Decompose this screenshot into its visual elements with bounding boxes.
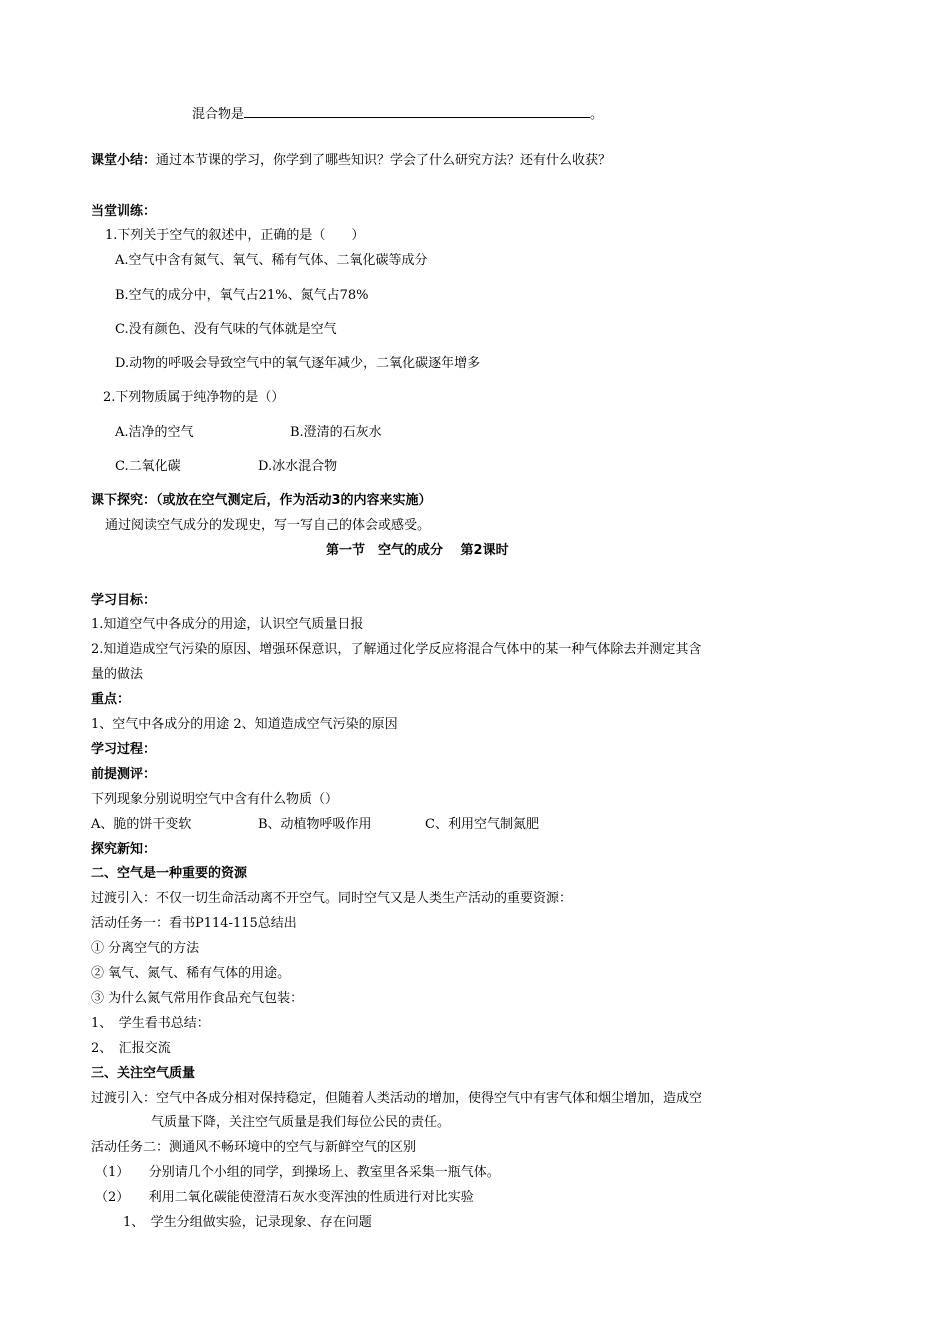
section3-intro-line1: 过渡引入：空气中各成分相对保持稳定，但随着人类活动的增加，使得空气中有害气体和烟尘增加，造成空 xyxy=(91,1091,703,1106)
training-title: 当堂训练： xyxy=(91,204,157,219)
objective-1: 1.知道空气中各成分的用途，认识空气质量日报 xyxy=(91,617,364,632)
training-q2-option-b: B.澄清的石灰水 xyxy=(290,425,382,440)
pretest-title: 前提测评： xyxy=(91,767,157,782)
mixture-end: 。 xyxy=(590,107,604,122)
key-title: 重点： xyxy=(91,692,131,707)
training-q1-option-d: D.动物的呼吸会导致空气中的氧气逐年减少，二氧化碳逐年增多 xyxy=(115,356,481,371)
summary-line xyxy=(91,152,611,170)
training-q2: 2.下列物质属于纯净物的是（） xyxy=(103,390,285,405)
training-q2-option-d: D.冰水混合物 xyxy=(258,459,338,474)
section2-task: 活动任务一：看书P114-115总结出 xyxy=(91,916,297,931)
pretest-option-a: A、脆的饼干变软 xyxy=(91,817,192,832)
summary-title: 课堂小结： xyxy=(91,153,157,168)
section2-step-1: 1、 学生看书总结： xyxy=(91,1016,210,1031)
section2-circled-2: ② 氧气、氮气、稀有气体的用途。 xyxy=(91,966,291,981)
process-title: 学习过程： xyxy=(91,742,157,757)
objectives-title: 学习目标： xyxy=(91,593,157,608)
training-q2-option-a: A.洁净的空气 xyxy=(115,425,194,440)
training-q2-option-c: C.二氧化碳 xyxy=(115,459,181,474)
section3-point-1: （1） 分别请几个小组的同学，到操场上、教室里各采集一瓶气体。 xyxy=(95,1165,500,1180)
pretest-option-b: B、动植物呼吸作用 xyxy=(258,817,372,832)
explore-title: 课下探究：（或放在空气测定后，作为活动3的内容来实施） xyxy=(91,493,432,508)
section2-title: 二、空气是一种重要的资源 xyxy=(91,866,248,881)
mixture-label: 混合物是 xyxy=(192,107,245,122)
mixture-line xyxy=(192,103,603,124)
objective-2-line1: 2.知道造成空气污染的原因、增强环保意识，了解通过化学反应将混合气体中的某一种气体除去并测定其含 xyxy=(91,642,702,657)
section2-circled-3: ③ 为什么氮气常用作食品充气包装： xyxy=(91,991,304,1006)
lesson-title: 第一节 空气的成分 第2课时 xyxy=(326,543,509,558)
section3-task: 活动任务二：测通风不畅环境中的空气与新鲜空气的区别 xyxy=(91,1140,417,1155)
pretest-question: 下列现象分别说明空气中含有什么物质（） xyxy=(91,792,339,807)
section3-intro-line2: 气质量下降，关注空气质量是我们每位公民的责任。 xyxy=(151,1115,451,1130)
pretest-option-c: C、利用空气制氮肥 xyxy=(425,817,539,832)
section2-step-2: 2、 汇报交流 xyxy=(91,1041,171,1056)
training-q1-option-b: B.空气的成分中，氧气占21%、氮气占78% xyxy=(115,288,369,303)
summary-text: 通过本节课的学习，你学到了哪些知识？学会了什么研究方法？还有什么收获？ xyxy=(156,153,612,168)
section3-point-2: （2） 利用二氧化碳能使澄清石灰水变浑浊的性质进行对比实验 xyxy=(95,1190,474,1205)
training-q1: 1.下列关于空气的叙述中，正确的是（ ） xyxy=(105,228,365,243)
mixture-blank[interactable] xyxy=(244,103,590,118)
section2-circled-1: ① 分离空气的方法 xyxy=(91,941,200,956)
new-title: 探究新知： xyxy=(91,842,157,857)
section3-point-3: 1、 学生分组做实验，记录现象、存在问题 xyxy=(123,1215,372,1230)
section3-title: 三、关注空气质量 xyxy=(91,1066,196,1081)
explore-text: 通过阅读空气成分的发现史，写一写自己的体会或感受。 xyxy=(105,518,431,533)
training-q1-option-c: C.没有颜色、没有气味的气体就是空气 xyxy=(115,322,337,337)
section2-intro: 过渡引入：不仅一切生命活动离不开空气。同时空气又是人类生产活动的重要资源： xyxy=(91,891,573,906)
training-q1-option-a: A.空气中含有氮气、氧气、稀有气体、二氧化碳等成分 xyxy=(115,253,428,268)
key-text: 1、空气中各成分的用途 2、知道造成空气污染的原因 xyxy=(91,717,398,732)
objective-2-line2: 量的做法 xyxy=(91,667,144,682)
